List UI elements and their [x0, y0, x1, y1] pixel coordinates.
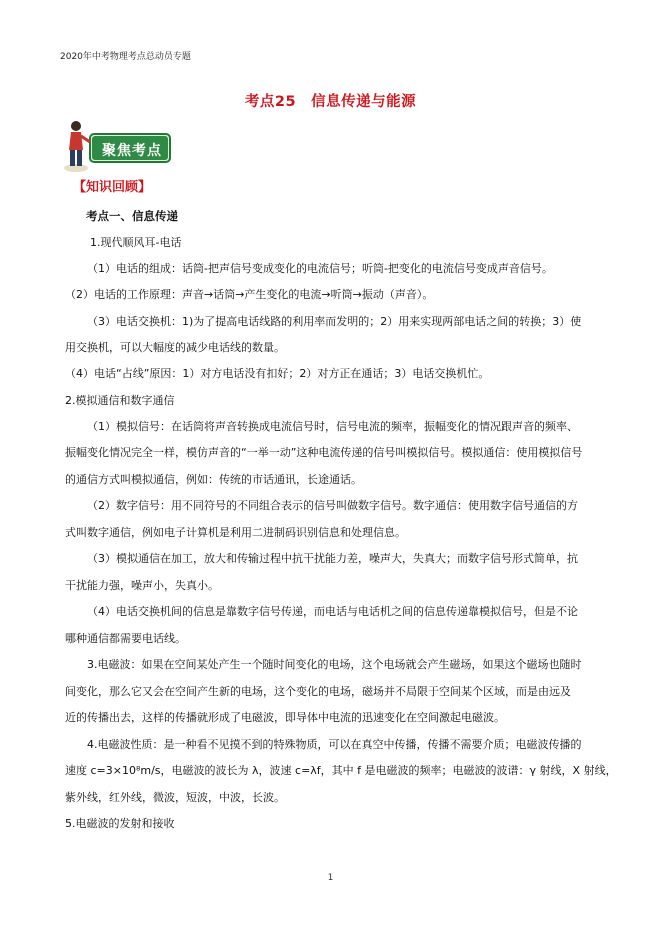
- text-line: （2）数字信号：用不同符号的不同组合表示的信号叫做数字信号。数字通信：使用数字信号通信的方: [87, 499, 578, 512]
- text-line: （3）模拟通信在加工，放大和传输过程中抗干扰能力差，噪声大，失真大；而数字信号形式简单，抗: [87, 552, 578, 565]
- text-line: 5.电磁波的发射和接收: [65, 817, 175, 830]
- text-line: 哪种通信都需要电话线。: [65, 632, 186, 645]
- text-line: 速度 c=3×10⁸m/s，电磁波的波长为 λ，波速 c=λf，其中 f 是电磁波的频率；电磁波的波谱：γ 射线，X 射线，: [65, 764, 617, 777]
- text-line: 紫外线，红外线，微波，短波，中波，长波。: [65, 791, 285, 804]
- text-line: 用交换机，可以大幅度的减少电话线的数量。: [65, 341, 285, 354]
- text-line: 3.电磁波：如果在空间某处产生一个随时间变化的电场，这个电场就会产生磁场，如果这个磁场也随时: [87, 658, 582, 671]
- text-line: 的通信方式叫模拟通信，例如：传统的市话通讯，长途通话。: [65, 473, 362, 486]
- text-line: （4）电话“占线”原因：1）对方电话没有扣好；2）对方正在通话；3）电话交换机忙。: [65, 367, 490, 380]
- subsection-title: 考点一、信息传递: [86, 209, 178, 223]
- text-line: 2.模拟通信和数字通信: [65, 394, 175, 407]
- text-line: （1）电话的组成：话筒-把声信号变成变化的电流信号；听筒-把变化的电流信号变成声音信号。: [87, 262, 553, 275]
- page-header: 2020年中考物理考点总动员专题: [60, 52, 191, 62]
- text-line: 间变化，那么它又会在空间产生新的电场，这个变化的电场，磁场并不局限于空间某个区域，而是由远及: [65, 685, 571, 698]
- text-line: （3）电话交换机：1)为了提高电话线路的利用率而发明的；2）用来实现两部电话之间的转换；3）使: [87, 315, 582, 328]
- text-line: （2）电话的工作原理：声音→话筒→产生变化的电流→听筒→振动（声音）。: [65, 288, 434, 301]
- text-line: （4）电话交换机间的信息是靠数字信号传递，而电话与电话机之间的信息传递靠模拟信号，但是不论: [87, 605, 578, 618]
- page-title: 考点25 信息传递与能源: [244, 94, 417, 110]
- page-number: 1: [327, 873, 334, 883]
- focus-banner: [62, 118, 172, 174]
- text-line: 式叫数字通信，例如电子计算机是利用二进制码识别信息和处理信息。: [65, 526, 406, 539]
- banner-label: 聚焦考点: [102, 143, 162, 159]
- text-line: 振幅变化情况完全一样，模仿声音的“一举一动”这种电流传递的信号叫模拟信号。模拟通信：使用模拟信号: [65, 446, 583, 459]
- text-line: 1.现代顺风耳-电话: [90, 236, 182, 249]
- text-line: 近的传播出去，这样的传播就形成了电磁波，即导体中电流的迅速变化在空间激起电磁波。: [65, 711, 505, 724]
- section-title: 【知识回顾】: [73, 180, 152, 195]
- text-line: 4.电磁波性质：是一种看不见摸不到的特殊物质，可以在真空中传播，传播不需要介质；电磁波传播的: [87, 738, 582, 751]
- text-line: 干扰能力强，噪声小，失真小。: [65, 579, 219, 592]
- text-line: （1）模拟信号：在话筒将声音转换成电流信号时，信号电流的频率，振幅变化的情况跟声音的频率、: [87, 420, 578, 433]
